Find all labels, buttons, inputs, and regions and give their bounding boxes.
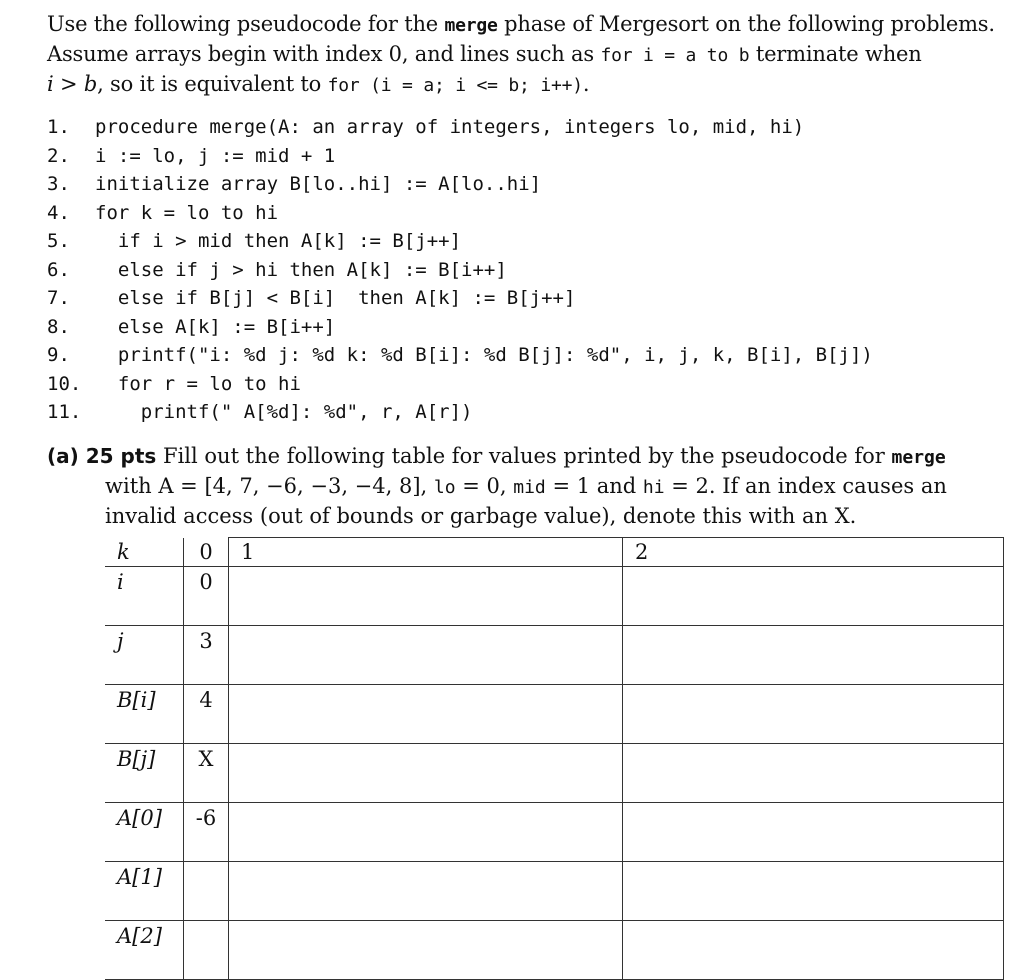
- question-line-2: with A = [4, 7, −6, −3, −4, 8], lo = 0, mid = 1 and hi = 2. If an index causes an: [105, 474, 947, 498]
- code-line-text: printf("i: %d j: %d k: %d B[i]: %d B[j]: %d", i, j, k, B[i], B[j]): [95, 344, 873, 366]
- row-label: A[1]: [105, 862, 184, 921]
- cell-k1[interactable]: [229, 803, 623, 862]
- code-line: [47, 370, 947, 399]
- cell-k1[interactable]: [229, 626, 623, 685]
- cell-k1[interactable]: [229, 862, 623, 921]
- merge-keyword: merge: [444, 15, 498, 36]
- code-line: [47, 170, 947, 199]
- row-label: A[0]: [105, 803, 184, 862]
- cell-k0[interactable]: [184, 921, 229, 980]
- table-header-row: [105, 538, 1004, 567]
- intro-line-3: i > b, so it is equivalent to for (i = a; i <= b; i++).: [47, 72, 590, 96]
- header-col-0: 0: [184, 538, 229, 567]
- answer-table: [105, 537, 1004, 980]
- question-line-1: (a) 25 pts Fill out the following table for values printed by the pseudocode for merge: [47, 444, 946, 468]
- code-line-number: 11.: [47, 401, 82, 423]
- c-loop-equivalent: for (i = a; i <= b; i++): [327, 75, 583, 96]
- code-line: [47, 142, 947, 171]
- table-row: [105, 567, 1004, 626]
- row-label: B[i]: [105, 685, 184, 744]
- cell-k0[interactable]: X: [184, 744, 229, 803]
- code-line-number: 2.: [47, 144, 70, 167]
- header-label-k: k: [105, 538, 184, 567]
- code-line: [47, 313, 947, 342]
- code-line-number: 3.: [47, 173, 70, 195]
- code-line-number: 6.: [47, 258, 70, 281]
- cell-k0[interactable]: 4: [184, 685, 229, 744]
- intro-paragraph: [47, 10, 995, 100]
- code-line-text: for k = lo to hi: [95, 201, 279, 224]
- question-label: (a) 25 pts: [47, 444, 157, 468]
- cell-k2[interactable]: [623, 862, 1004, 921]
- cell-k1[interactable]: [229, 685, 623, 744]
- question-a: [47, 442, 947, 531]
- for-loop-example: for i = a to b: [600, 45, 750, 66]
- intro-line-2: Assume arrays begin with index 0, and lines such as for i = a to b terminate when: [47, 42, 922, 66]
- code-line: [47, 256, 947, 285]
- cell-k2[interactable]: [623, 744, 1004, 803]
- row-label: B[j]: [105, 744, 184, 803]
- code-line-text: else A[k] := B[i++]: [95, 315, 336, 338]
- cell-k2[interactable]: [623, 803, 1004, 862]
- code-line-number: 8.: [47, 315, 70, 338]
- code-line-text: printf(" A[%d]: %d", r, A[r]): [95, 401, 473, 423]
- code-line: [47, 284, 947, 313]
- table-row: [105, 685, 1004, 744]
- code-line: [47, 341, 947, 370]
- header-col-2: 2: [623, 538, 1004, 567]
- code-line: [47, 199, 947, 228]
- row-label: j: [105, 626, 184, 685]
- table-row: [105, 803, 1004, 862]
- cell-k2[interactable]: [623, 626, 1004, 685]
- row-label: A[2]: [105, 921, 184, 980]
- code-line-text: else if B[j] < B[i] then A[k] := B[j++]: [95, 287, 576, 309]
- code-line: [47, 227, 947, 256]
- code-line-text: for r = lo to hi: [95, 372, 301, 395]
- code-line-text: else if j > hi then A[k] := B[i++]: [95, 258, 507, 281]
- termination-condition: i > b: [47, 72, 98, 96]
- table-row: [105, 862, 1004, 921]
- pseudocode-block: [47, 113, 947, 427]
- header-col-1: 1: [229, 538, 623, 567]
- table-row: [105, 626, 1004, 685]
- table-row: [105, 744, 1004, 803]
- cell-k1[interactable]: [229, 744, 623, 803]
- cell-k0[interactable]: 0: [184, 567, 229, 626]
- row-label: i: [105, 567, 184, 626]
- code-line-number: 5.: [47, 230, 70, 252]
- cell-k1[interactable]: [229, 921, 623, 980]
- cell-k2[interactable]: [623, 567, 1004, 626]
- code-line: [47, 398, 947, 427]
- cell-k0[interactable]: 3: [184, 626, 229, 685]
- code-line-text: initialize array B[lo..hi] := A[lo..hi]: [95, 173, 542, 195]
- cell-k2[interactable]: [623, 921, 1004, 980]
- question-line-3: invalid access (out of bounds or garbage value), denote this with an X.: [105, 504, 857, 528]
- table-row: [105, 921, 1004, 980]
- cell-k0[interactable]: [184, 862, 229, 921]
- intro-line-1: Use the following pseudocode for the merge phase of Mergesort on the following problems.: [47, 12, 995, 36]
- code-line: [47, 113, 947, 142]
- code-line-text: if i > mid then A[k] := B[j++]: [95, 230, 462, 252]
- code-line-number: 7.: [47, 287, 70, 309]
- code-line-text: procedure merge(A: an array of integers, integers lo, mid, hi): [95, 116, 805, 138]
- code-line-number: 10.: [47, 372, 82, 395]
- cell-k1[interactable]: [229, 567, 623, 626]
- code-line-number: 9.: [47, 344, 70, 366]
- code-line-text: i := lo, j := mid + 1: [95, 144, 336, 167]
- code-line-number: 1.: [47, 116, 70, 138]
- cell-k2[interactable]: [623, 685, 1004, 744]
- cell-k0[interactable]: -6: [184, 803, 229, 862]
- code-line-number: 4.: [47, 201, 70, 224]
